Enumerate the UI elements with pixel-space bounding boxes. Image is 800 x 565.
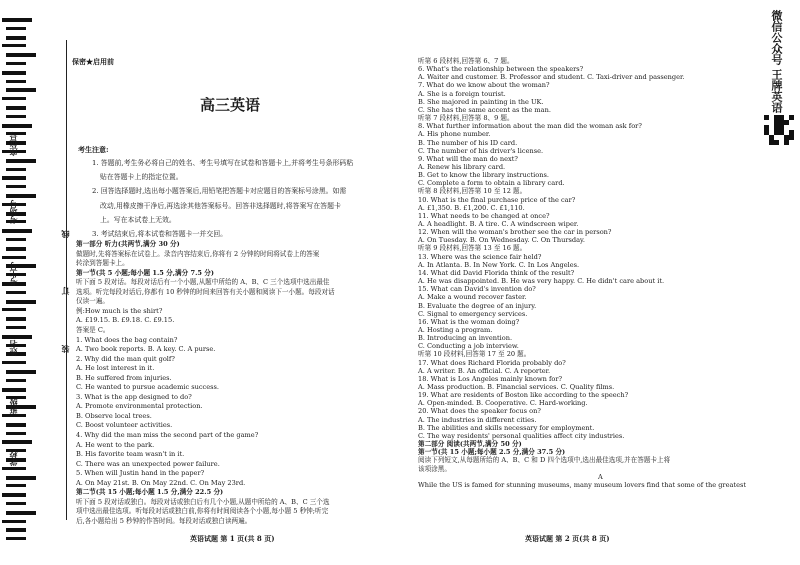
class-label: 班级 [9,398,18,414]
text-line: 项中选出最佳选项。听每段对话或独白前,你将有时间阅读各个小题,每小题 5 秒钟;听完 [76,507,329,516]
text-line: B. The number of his ID card. [418,138,518,147]
barcode-bar [6,379,26,382]
footer-right: 英语试题 第 2 页(共 8 页) [525,534,610,543]
barcode-bar [2,18,32,22]
barcode-bar [6,291,26,294]
text-line: 听第 7 段材料,回答第 8、9 题。 [418,114,514,123]
barcode-bar [6,88,36,92]
exam-no-label: 考生号 [9,262,18,286]
text-line: A [598,472,603,481]
text-line: B. His favorite team wasn't in it. [76,450,185,459]
qr-cell [784,140,789,145]
barcode-bar [6,36,26,40]
barcode-bar [2,71,26,75]
text-line: 18. What is Los Angeles mainly known for? [418,374,563,383]
text-line: C. Complete a form to obtain a library card. [418,179,565,188]
barcode-bar [2,414,26,417]
barcode-bar [6,159,36,163]
footer-left: 英语试题 第 1 页(共 8 页) [190,534,275,543]
text-line: 20. What does the speaker focus on? [418,407,541,416]
text-line: 10. What is the final purchase price of the car? [418,195,576,204]
qr-cell [789,115,794,120]
text-line: 后,各小题给出 5 秒钟的作答时间。每段对话或独白读两遍。 [76,516,252,525]
barcode-bar [2,256,26,259]
text-line: 第二节(共 15 小题;每小题 1.5 分,满分 22.5 分) [76,488,224,497]
barcode-bar [2,520,26,523]
seal-line-char: 线 [61,230,70,238]
barcode-bar [6,537,26,540]
text-line: C. Boost volunteer activities. [76,421,173,430]
barcode-bar [2,440,32,444]
text-line: A. He went to the park. [76,440,155,449]
text-line: 该项涂黑。 [418,464,451,473]
text-line: 14. What did David Florida think of the result? [418,268,575,277]
seal-line-char: 装 [61,345,70,353]
barcode-bar [6,27,26,30]
text-line: A. On Tuesday. B. On Wednesday. C. On Thursday. [418,236,585,245]
barcode-bar [6,370,36,374]
text-line: 转涂到答题卡上。 [76,259,129,268]
text-line: A. A headlight. B. A tire. C. A windscreen wiper. [418,220,579,228]
text-line: A. Make a wound recover faster. [418,293,527,302]
barcode-bar [2,361,26,364]
barcode-bar [2,44,26,47]
barcode-bar [6,62,26,65]
text-line: A. Two book reports. B. A key. C. A purse. [76,345,216,354]
text-line: 第一节(共 15 小题;每小题 2.5 分,满分 37.5 分) [418,448,566,457]
text-line: A. Hosting a program. [418,325,493,334]
text-line: 11. What needs to be changed at once? [418,211,550,220]
text-line: 听下面 5 段对话。每段对话后有一个小题,从题中所给的 A、B、C 三个选项中选出最佳 [76,278,330,287]
text-line: A. In Atlanta. B. In New York. C. In Los Angeles. [418,260,580,269]
text-line: B. Introducing an invention. [418,334,513,343]
barcode-bar [6,168,26,171]
room-label: 考场号 [9,200,18,224]
barcode-bar [2,493,26,497]
qr-cell [774,140,779,145]
watermark-text: 微信公众号 王牌英语 [770,10,783,113]
text-line: A. She is a foreign tourist. [418,89,506,98]
notice-item: 3. 考试结束后,将本试卷和答题卡一并交回。 [92,230,227,238]
barcode-bar [2,308,26,311]
text-line: C. Conducting a job interview. [418,342,519,351]
secret-mark: 保密★启用前 [72,57,114,66]
text-line: 听第 6 段材料,回答第 6、7 题。 [418,57,514,65]
text-line: 听下面 5 段对话或独白。每段对话或独白后有几个小题,从题中所给的 A、B、C 三个选 [76,497,330,506]
text-line: 15. What can David's invention do? [418,285,536,294]
barcode-bar [6,326,26,329]
text-line: B. Get to know the library instructions. [418,171,549,180]
barcode-bar [6,423,26,427]
barcode-bar [2,388,26,392]
text-line: 第一节(共 5 小题;每小题 1.5 分,满分 7.5 分) [76,268,214,277]
text-line: C. The number of his driver's license. [418,146,544,155]
text-line: 17. What does Richard Florida probably do? [418,358,566,367]
notice-item: 贴在答题卡上的指定位置。 [100,173,183,182]
text-line: 阅读下列短文,从每题所给的 A、B、C 和 D 四个选项中,选出最佳选项,并在答题卡上将 [418,456,671,465]
barcode-bar [2,124,32,128]
qr-cell [784,120,789,125]
page-title: 高三英语 [200,96,261,114]
notice-item: 上。写在本试卷上无效。 [100,215,176,224]
text-line: C. He wanted to pursue academic success. [76,383,220,392]
barcode-bar [6,528,26,532]
barcode-bar [6,238,26,241]
text-line: A. £19.15. B. £9.18. C. £9.15. [76,316,175,325]
qr-cell [764,115,769,120]
text-line: 9. What will the man do next? [418,154,518,163]
barcode-bar [2,335,32,339]
barcode-bar [6,502,26,505]
text-line: 例:How much is the shirt? [76,306,163,315]
barcode-bar [6,247,26,251]
text-line: 4. Why did the man miss the second part of the game? [76,431,259,439]
barcode-bar [6,194,36,198]
text-line: C. There was an unexpected power failure. [76,459,220,468]
text-line: A. Renew his library card. [418,162,506,171]
barcode-bar [6,300,36,304]
school-label: 学校 [9,450,18,466]
text-line: A. £1,350. B. £1,200. C. £1,110. [418,203,525,212]
text-line: 16. What is the woman doing? [418,317,520,326]
text-line: 5. When will Justin hand in the paper? [76,469,205,478]
text-line: While the US is famed for stunning museums, many museum lovers find that some of the greatest [418,480,747,489]
qr-code [764,115,794,145]
seat-label: 座位号 [9,132,18,156]
barcode-bar [6,511,36,515]
barcode-bar [6,80,26,83]
text-line: 听第 10 段材料,回答第 17 至 20 题。 [418,350,531,359]
text-line: 2. Why did the man quit golf? [76,354,175,363]
barcode-bar [2,176,26,180]
text-line: 12. When will the woman's brother see the car in person? [418,228,612,237]
text-line: 13. Where was the science fair held? [418,252,542,261]
barcode-bar [6,115,26,118]
text-line: 7. What do we know about the woman? [418,81,550,90]
text-line: A. Promote environmental protection. [76,402,203,411]
notice-item: 1. 答题前,考生务必将自己的姓名、考生号填写在试卷和答题卡上,并将考生号条形码粘 [92,159,354,167]
text-line: 答案是 C。 [76,325,110,334]
text-line: 8. What further information about the man did the woman ask for? [418,122,642,131]
text-line: 3. What is the app designed to do? [76,392,192,401]
text-line: B. The abilities and skills necessary for employment. [418,423,595,432]
text-line: A. On May 21st. B. On May 22nd. C. On May 23rd. [76,478,246,487]
barcode-bar [6,476,36,480]
text-line: 第二部分 阅读(共两节,满分 50 分) [418,440,522,449]
text-line: A. The industries in different cities. [418,415,537,424]
barcode-bar [6,317,26,321]
text-line: 做题时,先将答案标在试卷上。录音内容结束后,你将有 2 分钟的时间将试卷上的答案 [76,249,320,258]
qr-cell [789,135,794,140]
text-line: 1. What does the bag contain? [76,335,178,344]
text-line: B. He suffered from injuries. [76,373,172,382]
notice-item: 改动,用橡皮擦干净后,再选涂其他答案标号。回答非选择题时,将答案写在答题卡 [100,201,341,210]
barcode-bar [2,467,26,470]
barcode-bar [6,432,26,435]
text-line: 19. What are residents of Boston like according to the speech? [418,391,629,400]
name-label: 姓名 [9,340,18,356]
barcode-bar [6,484,26,487]
text-line: 6. What's the relationship between the speakers? [418,65,584,74]
text-line: A. He was disappointed. B. He was very happy. C. He didn't care about it. [418,277,665,286]
text-line: C. The way residents' personal qualities affect city industries. [418,431,625,440]
barcode-bar [6,53,36,57]
text-line: A. Waiter and customer. B. Professor and student. C. Taxi-driver and passenger. [418,73,685,82]
text-line: C. Signal to emergency services. [418,309,528,318]
text-line: A. Open-minded. B. Cooperative. C. Hard-working. [418,399,588,408]
text-line: C. She has the same accent as the man. [418,105,551,114]
text-line: B. Evaluate the degree of an injury. [418,301,537,310]
seal-line-char: 订 [61,287,70,295]
text-line: 选项。听完每段对话后,你都有 10 秒钟的时间来回答有关小题和阅读下一小题。每段对话 [76,287,335,296]
text-line: B. Observe local trees. [76,411,152,420]
barcode-bar [2,229,32,233]
notice-title: 考生注意: [78,145,109,154]
text-line: 仅读一遍。 [76,297,109,306]
text-line: A. He lost interest in it. [76,364,155,373]
text-line: A. Mass production. B. Financial services. C. Quality films. [418,383,615,391]
text-line: 听第 8 段材料,回答第 10 至 12 题。 [418,187,527,196]
text-line: B. She majored in painting in the UK. [418,97,544,106]
text-line: A. A writer. B. An official. C. A reporter. [418,366,551,375]
binding-line [66,40,67,520]
barcode-bar [2,97,26,100]
barcode-bar [6,185,26,188]
text-line: 听第 9 段材料,回答第 13 至 16 题。 [418,244,527,253]
text-line: 第一部分 听力(共两节,满分 30 分) [76,240,180,248]
barcode-bar [6,106,26,110]
notice-item: 2. 回答选择题时,选出每小题答案后,用铅笔把答题卡对应题目的答案标号涂黑。如需 [92,187,347,196]
text-line: A. His phone number. [418,130,491,139]
